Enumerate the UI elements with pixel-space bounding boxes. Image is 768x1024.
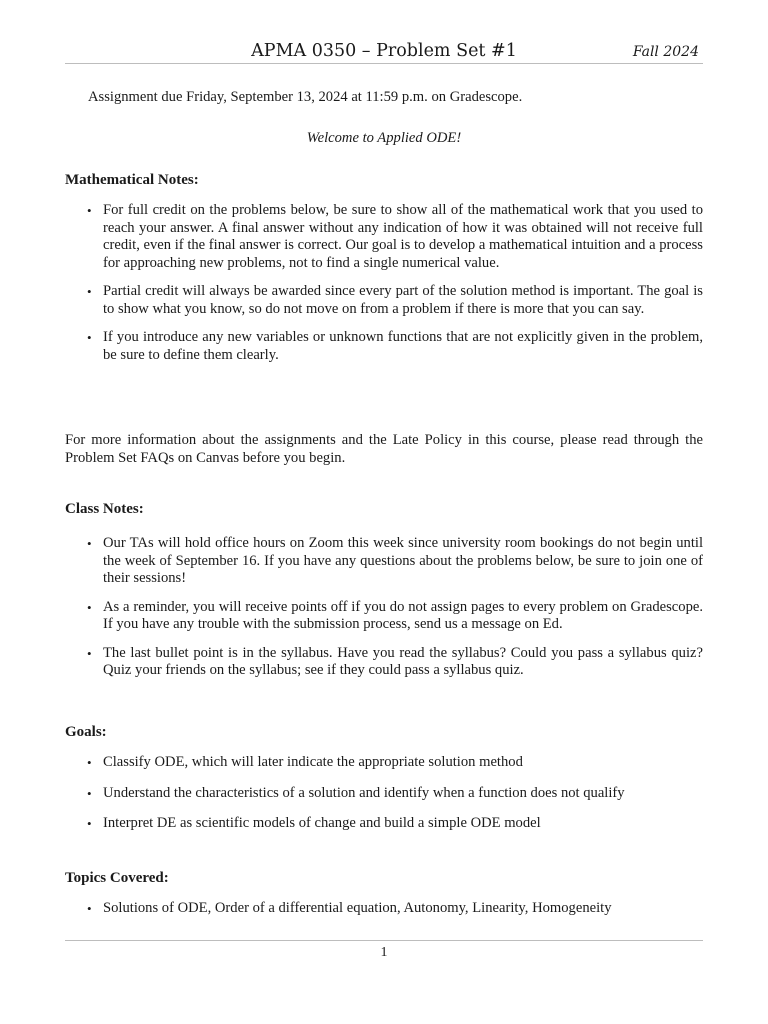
- list-item-text: Classify ODE, which will later indicate the appropriate solution method: [103, 754, 523, 770]
- list-item: [87, 599, 703, 634]
- bullet-icon: •: [87, 755, 92, 770]
- bullet-icon: •: [87, 284, 92, 299]
- page-number: 1: [380, 945, 388, 960]
- welcome-line: Welcome to Applied ODE!: [306, 130, 462, 146]
- list-item-text: The last bullet point is in the syllabus. Have you read the syllabus? Could you pass a syllabus quiz? Quiz your friends on the syllabus; see if they could pass a syllabus quiz.: [103, 644, 703, 678]
- bullet-icon: •: [87, 785, 92, 801]
- math-notes-list: [87, 202, 703, 364]
- list-item: [87, 202, 703, 272]
- info-paragraph: For more information about the assignments and the Late Policy in this course, please read through the Problem Set FAQs on Canvas before you begin.: [65, 432, 703, 466]
- list-item-text: Understand the characteristics of a solution and identify when a function does not qualify: [103, 784, 625, 801]
- list-item: [87, 329, 703, 364]
- list-item: [87, 815, 703, 833]
- math-notes-heading: Mathematical Notes:: [65, 172, 199, 188]
- list-item-text: If you introduce any new variables or unknown functions that are not explicitly given in the problem, be sure to define them clearly.: [103, 329, 703, 363]
- class-notes-heading: Class Notes:: [65, 501, 144, 517]
- term-label: Fall 2024: [632, 44, 699, 60]
- goals-list: [87, 754, 703, 833]
- list-item: [87, 785, 703, 803]
- bullet-icon: •: [87, 330, 92, 345]
- list-item: [87, 754, 703, 772]
- footer-divider: [65, 940, 703, 941]
- list-item-text: Interpret DE as scientific models of change and build a simple ODE model: [103, 815, 541, 831]
- due-date-line: Assignment due Friday, September 13, 2024 at 11:59 p.m. on Gradescope.: [88, 89, 523, 105]
- bullet-icon: •: [87, 203, 92, 218]
- list-item-text: As a reminder, you will receive points off if you do not assign pages to every problem on Gradescope. If you have any trouble with the submission process, send us a message on Ed.: [103, 598, 703, 632]
- page-header: [65, 40, 703, 64]
- page-title: APMA 0350 – Problem Set #1: [251, 41, 517, 61]
- topics-heading: Topics Covered:: [65, 870, 169, 886]
- list-item: [87, 283, 703, 318]
- bullet-icon: •: [87, 816, 92, 831]
- class-notes-list: [87, 535, 703, 680]
- document-page: [65, 0, 703, 1024]
- list-item: [87, 535, 703, 588]
- list-item-text: Solutions of ODE, Order of a differential equation, Autonomy, Linearity, Homogeneity: [103, 900, 612, 916]
- list-item: [87, 900, 703, 918]
- goals-heading: Goals:: [65, 724, 107, 740]
- list-item: [87, 645, 703, 680]
- list-item-text: Our TAs will hold office hours on Zoom this week since university room bookings do not begin until the week of September 16. If you have any questions about the problems below, be sure to join one of their sessions!: [103, 535, 703, 586]
- list-item-text: Partial credit will always be awarded since every part of the solution method is important. The goal is to show what you know, so do not move on from a problem if there is more that you can say.: [103, 283, 703, 317]
- bullet-icon: •: [87, 645, 92, 661]
- bullet-icon: •: [87, 901, 92, 916]
- list-item-text: For full credit on the problems below, be sure to show all of the mathematical work that you used to reach your answer. A final answer without any indication of how it was obtained will not receive full credit, even if the final answer is correct. Our goal is to develop a mathematical intuition and a process for approaching new problems, not to find a single numerical value.: [103, 202, 703, 271]
- topics-list: [87, 900, 703, 918]
- bullet-icon: •: [87, 536, 92, 551]
- bullet-icon: •: [87, 599, 92, 615]
